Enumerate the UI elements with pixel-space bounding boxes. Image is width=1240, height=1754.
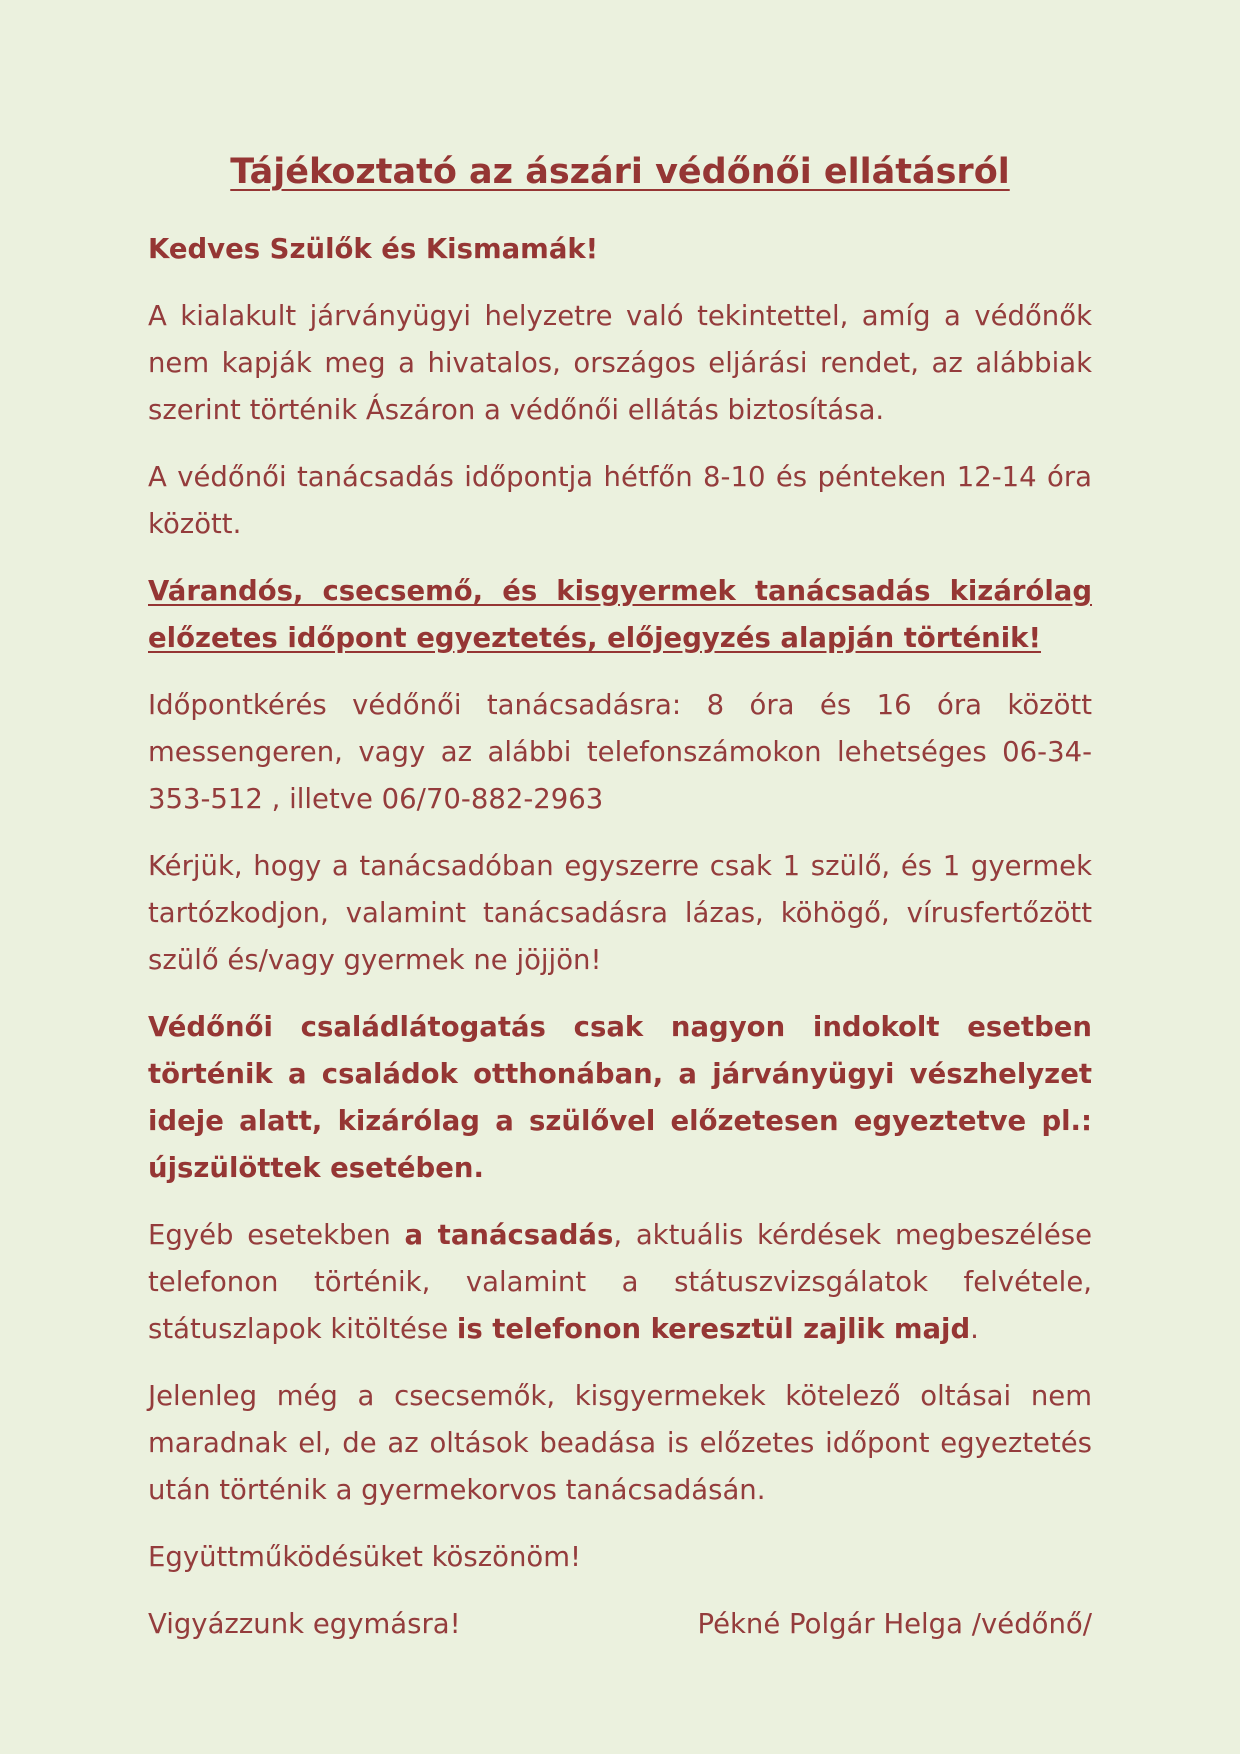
p7-bold2: is telefonon keresztül zajlik majd [456, 1312, 971, 1345]
greeting: Kedves Szülők és Kismamák! [148, 232, 599, 265]
paragraph-phone-consult [148, 1212, 1092, 1353]
paragraph-request: Kérjük, hogy a tanácsadóban egyszerre csak 1 szülő, és 1 gyermek tartózkodjon, valamint tanácsadásra lázas, köhögő, vírusfertőzött szülő és/vagy gyermek ne jöjjön! [148, 849, 1092, 976]
document-title: Tájékoztató az ászári védőnői ellátásról [230, 152, 1010, 192]
signature: Pékné Polgár Helga /védőnő/ [697, 1607, 1092, 1640]
p7-part2: , aktuális kérdések megbeszélése telefonon történik, valamint a státuszvizsgálatok felvétele, státuszlapok kitöltése [148, 1218, 1092, 1345]
paragraph-situation: A kialakult járványügyi helyzetre való tekintettel, amíg a védőnők nem kapják meg a hivatalos, országos eljárási rendet, az alábbiak szerint történik Ászáron a védőnői ellátás biztosítása. [148, 299, 1092, 426]
paragraph-vaccinations: Jelenleg még a csecsemők, kisgyermekek kötelező oltásai nem maradnak el, de az oltások beadása is előzetes időpont egyeztetés után történik a gyermekorvos tanácsadásán. [148, 1379, 1092, 1506]
paragraph-hours: A védőnői tanácsadás időpontja hétfőn 8-10 és pénteken 12-14 óra között. [148, 460, 1092, 540]
paragraph-booking: Időpontkérés védőnői tanácsadásra: 8 óra és 16 óra között messengeren, vagy az alábbi telefonszámokon lehetséges 06-34-353-512 , illetve 06/70-882-2963 [148, 688, 1092, 815]
closing-line: Vigyázzunk egymásra! [148, 1607, 461, 1640]
p7-bold1: a tanácsadás [404, 1218, 614, 1251]
paragraph-appointment-only: Várandós, csecsemő, és kisgyermek tanácsadás kizárólag előzetes időpont egyeztetés, előjegyzés alapján történik! [148, 574, 1092, 654]
signature-row [148, 1601, 1092, 1648]
p7-part3: . [970, 1312, 979, 1345]
p7-part1: Egyéb esetekben [148, 1218, 405, 1251]
paragraph-family-visits: Védőnői családlátogatás csak nagyon indokolt esetben történik a családok otthonában, a járványügyi vészhelyzet ideje alatt, kizárólag a szülővel előzetesen egyeztetve pl.: újszülöttek esetében. [148, 1010, 1092, 1184]
thanks-line: Együttműködésüket köszönöm! [148, 1540, 582, 1573]
